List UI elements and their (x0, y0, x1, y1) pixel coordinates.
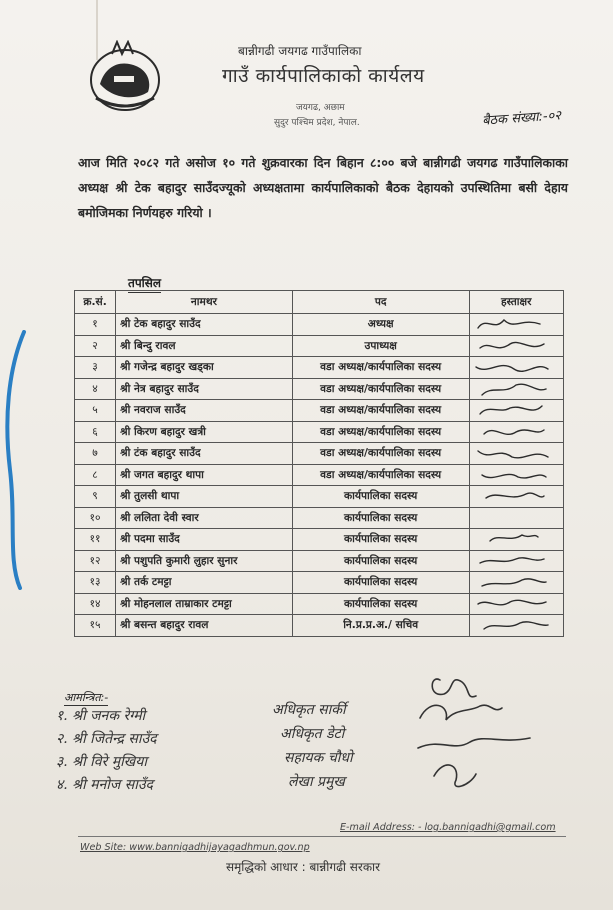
intro-paragraph: आज मिति २०८२ गते असोज १० गते शुक्रवारका दिन बिहान ८:०० बजे बान्नीगढी जयगढ गाउँपालिकाका अध्यक्ष श्री टेक बहादुर साउँदज्यूको अध्यक्षतामा कार्यपालिकाको बैठक देहायको उपस्थितिमा बसी देहाय बमोजिमका निर्णयहरु गरियो । (78, 155, 568, 220)
invitee-item: ४. श्री मनोज साउँद (56, 777, 153, 793)
row-name: श्री ललिता देवी स्वार (116, 507, 293, 529)
handwritten-signatures (410, 668, 540, 798)
col-name: नामथर (116, 291, 293, 314)
municipality-name: बान्नीगढी जयगढ गाउँपालिका (238, 44, 362, 58)
row-post: कार्यपालिका सदस्य (292, 529, 469, 551)
row-serial: १५ (75, 615, 116, 637)
table-row (75, 314, 564, 336)
row-name: श्री बिन्दु रावल (116, 335, 293, 357)
row-serial: १० (75, 507, 116, 529)
table-header-row (75, 291, 564, 314)
binding-string (2, 330, 30, 590)
schedule-heading: तपसिल (128, 274, 161, 293)
row-signature (469, 486, 563, 508)
col-post: पद (292, 291, 469, 314)
row-serial: ८ (75, 464, 116, 486)
table-row (75, 378, 564, 400)
invitee-item: १. श्री जनक रेग्मी (56, 708, 146, 724)
row-name: श्री तुलसी थापा (116, 486, 293, 508)
row-serial: ९ (75, 486, 116, 508)
signature-scribble (470, 422, 554, 442)
staff-item: अधिकृत सार्की (272, 702, 346, 718)
row-serial: ६ (75, 421, 116, 443)
row-signature (469, 615, 563, 637)
col-signature: हस्ताक्षर (469, 291, 563, 314)
table-row (75, 593, 564, 615)
table-row (75, 335, 564, 357)
row-name: श्री टेक बहादुर साउँद (116, 314, 293, 336)
row-post: वडा अध्यक्ष/कार्यपालिका सदस्य (292, 464, 469, 486)
signature-scribble (470, 572, 554, 592)
row-post: कार्यपालिका सदस्य (292, 486, 469, 508)
footer-divider (78, 836, 566, 837)
footer-email[interactable]: E-mail Address: - log.bannigadhi@gmail.com (340, 822, 556, 833)
row-post: अध्यक्ष (292, 314, 469, 336)
signature-scribble (470, 379, 554, 399)
signature-scribble (470, 357, 554, 377)
row-post: कार्यपालिका सदस्य (292, 593, 469, 615)
row-post: कार्यपालिका सदस्य (292, 507, 469, 529)
table-row (75, 464, 564, 486)
table-row (75, 421, 564, 443)
row-serial: १४ (75, 593, 116, 615)
table-row (75, 572, 564, 594)
row-serial: ११ (75, 529, 116, 551)
signature-scribble (470, 594, 554, 614)
row-post: कार्यपालिका सदस्य (292, 572, 469, 594)
row-serial: २ (75, 335, 116, 357)
table-row (75, 357, 564, 379)
signature-scribble (470, 529, 554, 549)
signature-scribble (470, 314, 554, 334)
row-name: श्री तर्क टमट्टा (116, 572, 293, 594)
row-signature (469, 378, 563, 400)
row-serial: १३ (75, 572, 116, 594)
table-row (75, 400, 564, 422)
row-post: उपाध्यक्ष (292, 335, 469, 357)
invitee-item: २. श्री जितेन्द्र साउँद (56, 731, 157, 747)
row-name: श्री किरण बहादुर खत्री (116, 421, 293, 443)
row-name: श्री पशुपति कुमारी लुहार सुनार (116, 550, 293, 572)
signature-scribble (470, 336, 554, 356)
row-name: श्री बसन्त बहादुर रावल (116, 615, 293, 637)
row-name: श्री नवराज साउँद (116, 400, 293, 422)
row-name: श्री मोहनलाल ताम्राकार टमट्टा (116, 593, 293, 615)
row-signature (469, 507, 563, 529)
table-row (75, 550, 564, 572)
row-signature (469, 529, 563, 551)
row-signature (469, 443, 563, 465)
row-signature (469, 400, 563, 422)
row-serial: ४ (75, 378, 116, 400)
row-name: श्री गजेन्द्र बहादुर खड्का (116, 357, 293, 379)
row-signature (469, 335, 563, 357)
row-signature (469, 464, 563, 486)
row-signature (469, 421, 563, 443)
row-signature (469, 593, 563, 615)
signature-scribble (470, 465, 554, 485)
meeting-number: बैठक संख्या:-०२ (481, 108, 562, 129)
members-table (74, 290, 564, 637)
staff-item: सहायक चौधो (284, 750, 353, 766)
row-serial: ७ (75, 443, 116, 465)
row-name: श्री जगत बहादुर थापा (116, 464, 293, 486)
row-signature (469, 314, 563, 336)
address-line-2: सुदुर पश्चिम प्रदेश, नेपाल. (274, 118, 360, 128)
table-row (75, 486, 564, 508)
staff-item: अधिकृत डेटो (280, 726, 345, 742)
row-signature (469, 550, 563, 572)
row-signature (469, 357, 563, 379)
office-title: गाउँ कार्यपालिकाको कार्यलय (222, 65, 425, 87)
table-row (75, 507, 564, 529)
table-row (75, 529, 564, 551)
government-emblem (86, 40, 164, 112)
address-line-1: जयगढ, अछाम (296, 103, 345, 113)
row-name: श्री नेत्र बहादुर साउँद (116, 378, 293, 400)
row-post: वडा अध्यक्ष/कार्यपालिका सदस्य (292, 443, 469, 465)
row-serial: १ (75, 314, 116, 336)
row-signature (469, 572, 563, 594)
signature-scribble (470, 486, 554, 506)
signature-scribble (470, 551, 554, 571)
table-row (75, 443, 564, 465)
signature-scribble (470, 443, 554, 463)
signature-scribble (470, 615, 554, 635)
row-post: वडा अध्यक्ष/कार्यपालिका सदस्य (292, 378, 469, 400)
footer-website[interactable]: Web Site: www.bannigadhijayagadhmun.gov.np (80, 842, 310, 853)
row-post: वडा अध्यक्ष/कार्यपालिका सदस्य (292, 357, 469, 379)
staff-item: लेखा प्रमुख (288, 774, 345, 790)
row-post: वडा अध्यक्ष/कार्यपालिका सदस्य (292, 421, 469, 443)
row-post: कार्यपालिका सदस्य (292, 550, 469, 572)
footer-motto: समृद्धिको आधार : बान्नीगढी सरकार (226, 860, 381, 874)
row-serial: १२ (75, 550, 116, 572)
table-row (75, 615, 564, 637)
col-serial: क्र.सं. (75, 291, 116, 314)
row-serial: ३ (75, 357, 116, 379)
invitee-item: ३. श्री विरे मुखिया (56, 754, 147, 770)
row-post: वडा अध्यक्ष/कार्यपालिका सदस्य (292, 400, 469, 422)
invitees-title: आमन्त्रित:- (64, 691, 109, 704)
row-serial: ५ (75, 400, 116, 422)
row-post: नि.प्र.प्र.अ./ सचिव (292, 615, 469, 637)
row-name: श्री पदमा साउँद (116, 529, 293, 551)
row-name: श्री टंक बहादुर साउँद (116, 443, 293, 465)
signature-scribble (470, 400, 554, 420)
